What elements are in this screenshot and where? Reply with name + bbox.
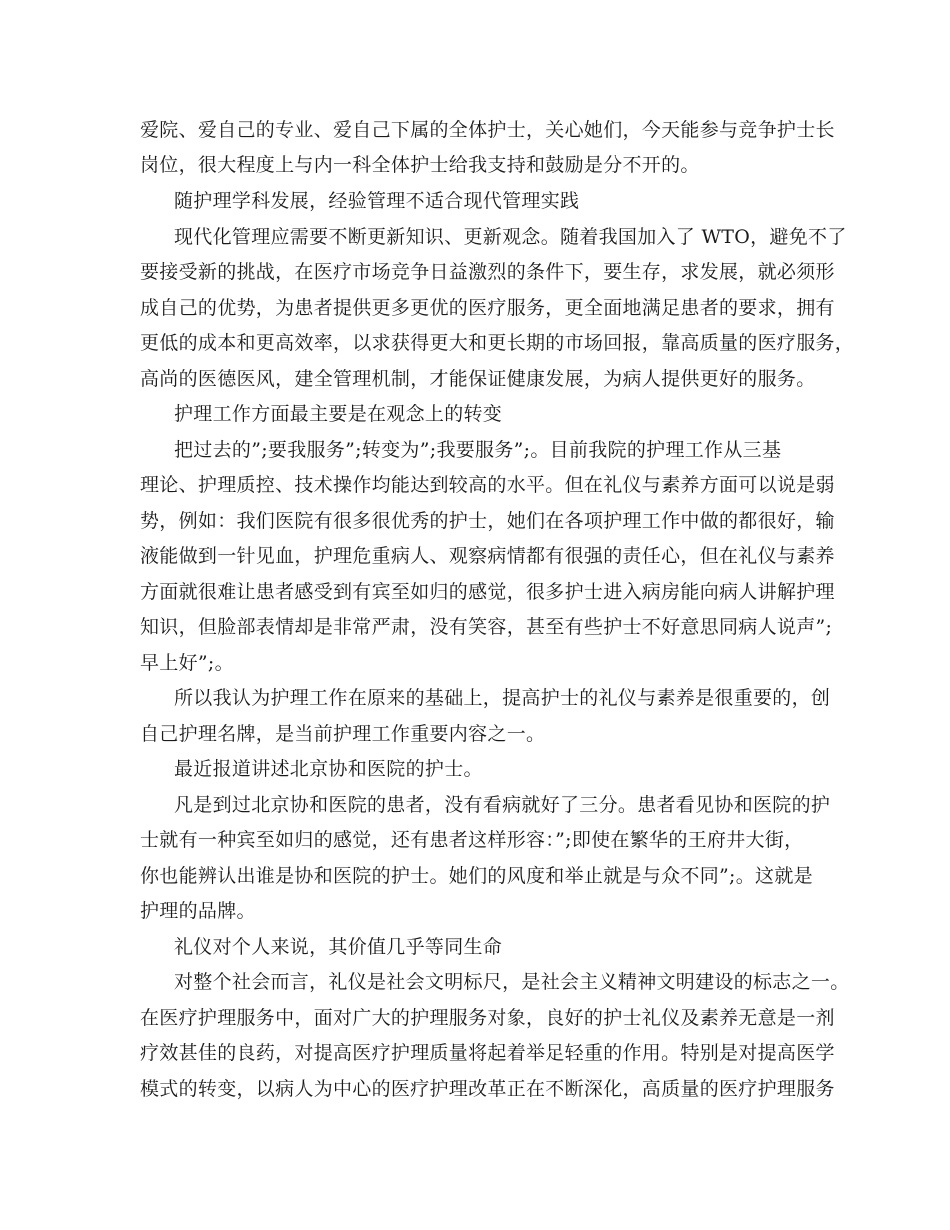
text-line: 把过去的”;要我服务”;转变为”;我要服务”;。目前我院的护理工作从三基 <box>174 439 782 461</box>
section-heading: 最近报道讲述北京协和医院的护士。 <box>174 758 483 780</box>
text-line: 早上好”;。 <box>140 652 234 674</box>
text-line: 高尚的医德医风，建全管理机制，才能保证健康发展，为病人提供更好的服务。 <box>140 368 816 390</box>
section-heading: 护理工作方面最主要是在观念上的转变 <box>174 403 503 425</box>
text-line: 爱院、爱自己的专业、爱自己下属的全体护士，关心她们，今天能参与竞争护士长 <box>140 119 835 141</box>
text-line: 要接受新的挑战，在医疗市场竞争日益激烈的条件下，要生存，求发展，就必须形 <box>140 261 835 283</box>
text-line: 方面就很难让患者感受到有宾至如归的感觉，很多护士进入病房能向病人讲解护理 <box>140 581 835 603</box>
text-line: 液能做到一针见血，护理危重病人、观察病情都有很强的责任心，但在礼仪与素养 <box>140 545 835 567</box>
text-line: 疗效甚佳的良药，对提高医疗护理质量将起着举足轻重的作用。特别是对提高医学 <box>140 1042 835 1064</box>
text-line: 凡是到过北京协和医院的患者，没有看病就好了三分。患者看见协和医院的护 <box>174 794 831 816</box>
text-line: 势，例如：我们医院有很多很优秀的护士，她们在各项护理工作中做的都很好，输 <box>140 510 835 532</box>
text-line: 士就有一种宾至如归的感觉，还有患者这样形容：”;即使在繁华的王府井大街， <box>140 829 804 851</box>
text-line: 对整个社会而言，礼仪是社会文明标尺，是社会主义精神文明建设的标志之一。 <box>174 971 850 993</box>
text-line: 理论、护理质控、技术操作均能达到较高的水平。但在礼仪与素养方面可以说是弱 <box>140 474 835 496</box>
text-line: 护理的品牌。 <box>140 900 256 922</box>
text-line: 所以我认为护理工作在原来的基础上，提高护士的礼仪与素养是很重要的，创 <box>174 687 831 709</box>
text-line: 模式的转变，以病人为中心的医疗护理改革正在不断深化，高质量的医疗护理服务 <box>140 1078 835 1100</box>
text-line: 你也能辨认出谁是协和医院的护士。她们的风度和举止就是与众不同”;。这就是 <box>140 865 813 887</box>
text-line: 更低的成本和更高效率，以求获得更大和更长期的市场回报，靠高质量的医疗服务， <box>140 332 855 354</box>
section-heading: 随护理学科发展，经验管理不适合现代管理实践 <box>174 190 580 212</box>
text-line: 现代化管理应需要不断更新知识、更新观念。随着我国加入了 WTO，避免不了 <box>174 226 847 248</box>
text-line: 成自己的优势，为患者提供更多更优的医疗服务，更全面地满足患者的要求，拥有 <box>140 297 835 319</box>
text-line: 知识，但脸部表情却是非常严肃，没有笑容，甚至有些护士不好意思同病人说声”; <box>140 616 833 638</box>
text-line: 岗位，很大程度上与内一科全体护士给我支持和鼓励是分不开的。 <box>140 154 700 176</box>
section-heading: 礼仪对个人来说，其价值几乎等同生命 <box>174 936 503 958</box>
text-line: 自己护理名牌，是当前护理工作重要内容之一。 <box>140 723 546 745</box>
text-line: 在医疗护理服务中，面对广大的护理服务对象，良好的护士礼仪及素养无意是一剂 <box>140 1007 835 1029</box>
